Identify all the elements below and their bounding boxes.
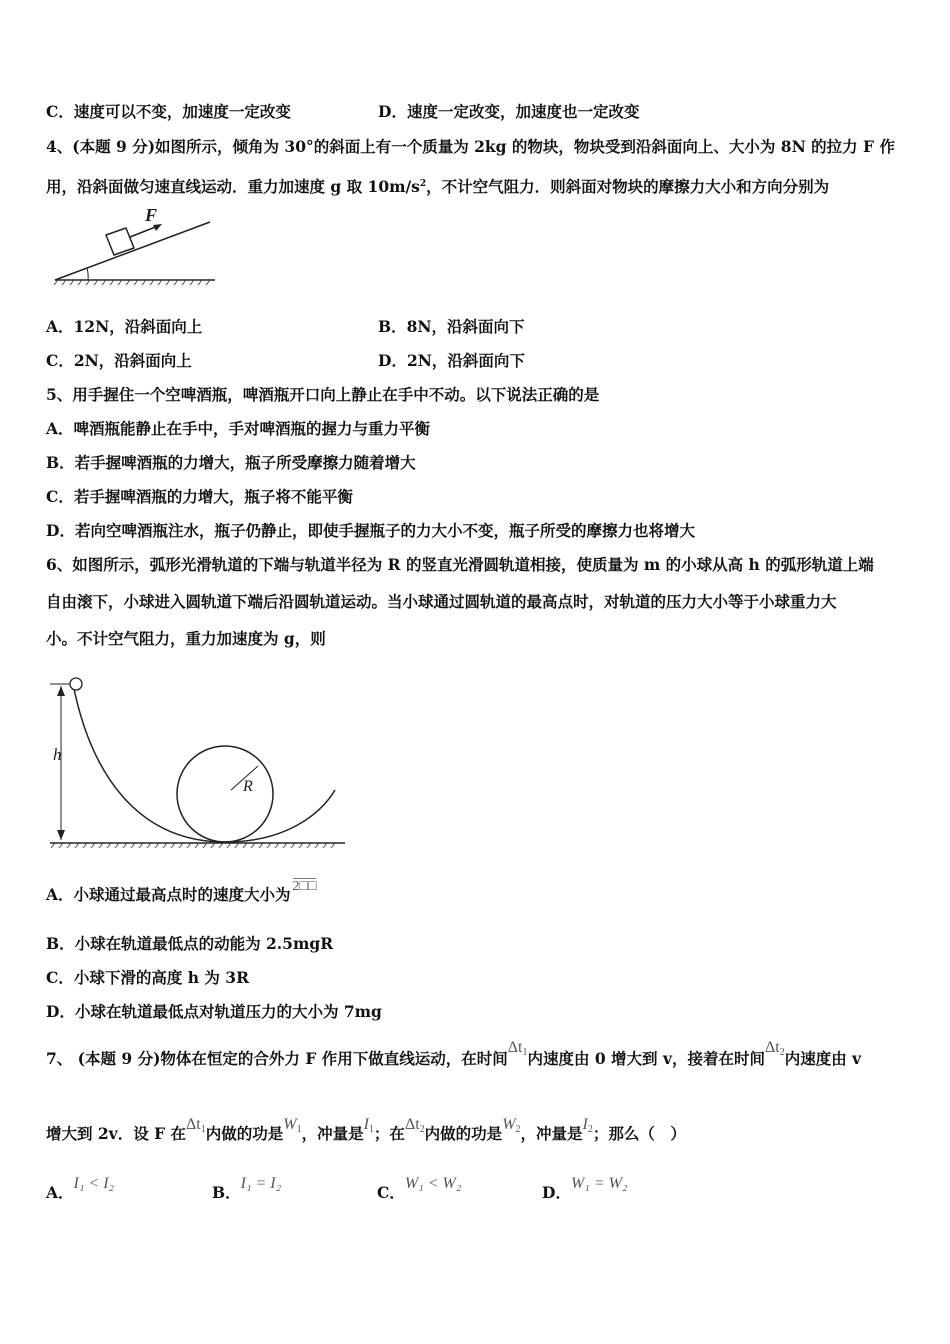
delta-t2: $\Delta t_2$ — [764, 1039, 785, 1058]
block — [106, 228, 134, 255]
sqrt-expression: 2□□ — [292, 879, 317, 894]
q4-stem-line1: 4、(本题 9 分)如图所示，倾角为 30°的斜面上有一个质量为 2kg 的物块，物块受到沿斜面向上、大小为 8N 的拉力 F 作 — [46, 137, 895, 156]
q7-stem-line2: 增大到 2v．设 F 在$\Delta t_1$内做的功是$W_1$，冲量是$I_1$；在$\Delta t_2$内做的功是$W_2$，冲量是$I_2$；那么（ ） — [46, 1116, 686, 1143]
force-label: F — [145, 205, 158, 225]
q5-option-a: A．啤酒瓶能静止在手中，手对啤酒瓶的握力与重力平衡 — [46, 419, 431, 438]
height-label: h — [53, 745, 62, 764]
q6-option-c: C．小球下滑的高度 h 为 3R — [46, 968, 249, 987]
q5-option-d: D．若向空啤酒瓶注水，瓶子仍静止，即使手握瓶子的力大小不变，瓶子所受的摩擦力也将增大 — [46, 521, 695, 540]
q6-option-d: D．小球在轨道最低点对轨道压力的大小为 7mg — [46, 1002, 382, 1021]
loop — [177, 746, 273, 842]
q6-stem-line2: 自由滚下，小球进入圆轨道下端后沿圆轨道运动。当小球通过圆轨道的最高点时，对轨道的压力大小等于小球重力大 — [46, 592, 837, 611]
q5-option-b: B．若手握啤酒瓶的力增大，瓶子所受摩擦力随着增大 — [46, 453, 416, 472]
q7-option-b: B．I₁ = I₂ — [212, 1175, 282, 1202]
q7-option-c: C．W₁ < W₂ — [377, 1175, 462, 1202]
q6-stem-line1: 6、如图所示，弧形光滑轨道的下端与轨道半径为 R 的竖直光滑圆轨道相接，使质量为 m 的小球从高 h 的弧形轨道上端 — [46, 555, 874, 574]
incline-figure — [50, 205, 220, 295]
q3-option-c: C．速度可以不变，加速度一定改变 — [46, 102, 291, 121]
q4-option-d: D．2N，沿斜面向下 — [378, 351, 525, 370]
q5-option-c: C．若手握啤酒瓶的力增大，瓶子将不能平衡 — [46, 487, 353, 506]
q4-option-b: B．8N，沿斜面向下 — [378, 317, 525, 336]
q6-option-a: A．小球通过最高点时的速度大小为 2□□ — [46, 879, 317, 904]
q7-option-a: A．I₁ < I₂ — [46, 1175, 115, 1202]
delta-t1: $\Delta t_1$ — [507, 1039, 528, 1058]
q5-stem: 5、用手握住一个空啤酒瓶，啤酒瓶开口向上静止在手中不动。以下说法正确的是 — [46, 385, 600, 404]
q4-option-c: C．2N，沿斜面向上 — [46, 351, 192, 370]
q7-option-d: D．W₁ = W₂ — [542, 1175, 628, 1202]
q7-stem-line1: 7、 (本题 9 分)物体在恒定的合外力 F 作用下做直线运动，在时间$\Delta t_1$内速度由 0 增大到 v，接着在时间$\Delta t_2$内速度由 v — [46, 1039, 862, 1068]
radius-label: R — [243, 778, 253, 795]
q6-option-b: B．小球在轨道最低点的动能为 2.5mgR — [46, 934, 334, 953]
q4-stem-line2: 用，沿斜面做匀速直线运动．重力加速度 g 取 $10m/s^2$，不计空气阻力．则斜面对物块的摩擦力大小和方向分别为 — [46, 177, 830, 197]
q4-option-a: A．12N，沿斜面向上 — [46, 317, 203, 336]
ball — [70, 678, 82, 690]
q6-stem-line3: 小。不计空气阻力，重力加速度为 g，则 — [46, 629, 326, 648]
q3-option-d: D．速度一定改变，加速度也一定改变 — [378, 102, 640, 121]
loop-track-figure — [45, 670, 355, 860]
